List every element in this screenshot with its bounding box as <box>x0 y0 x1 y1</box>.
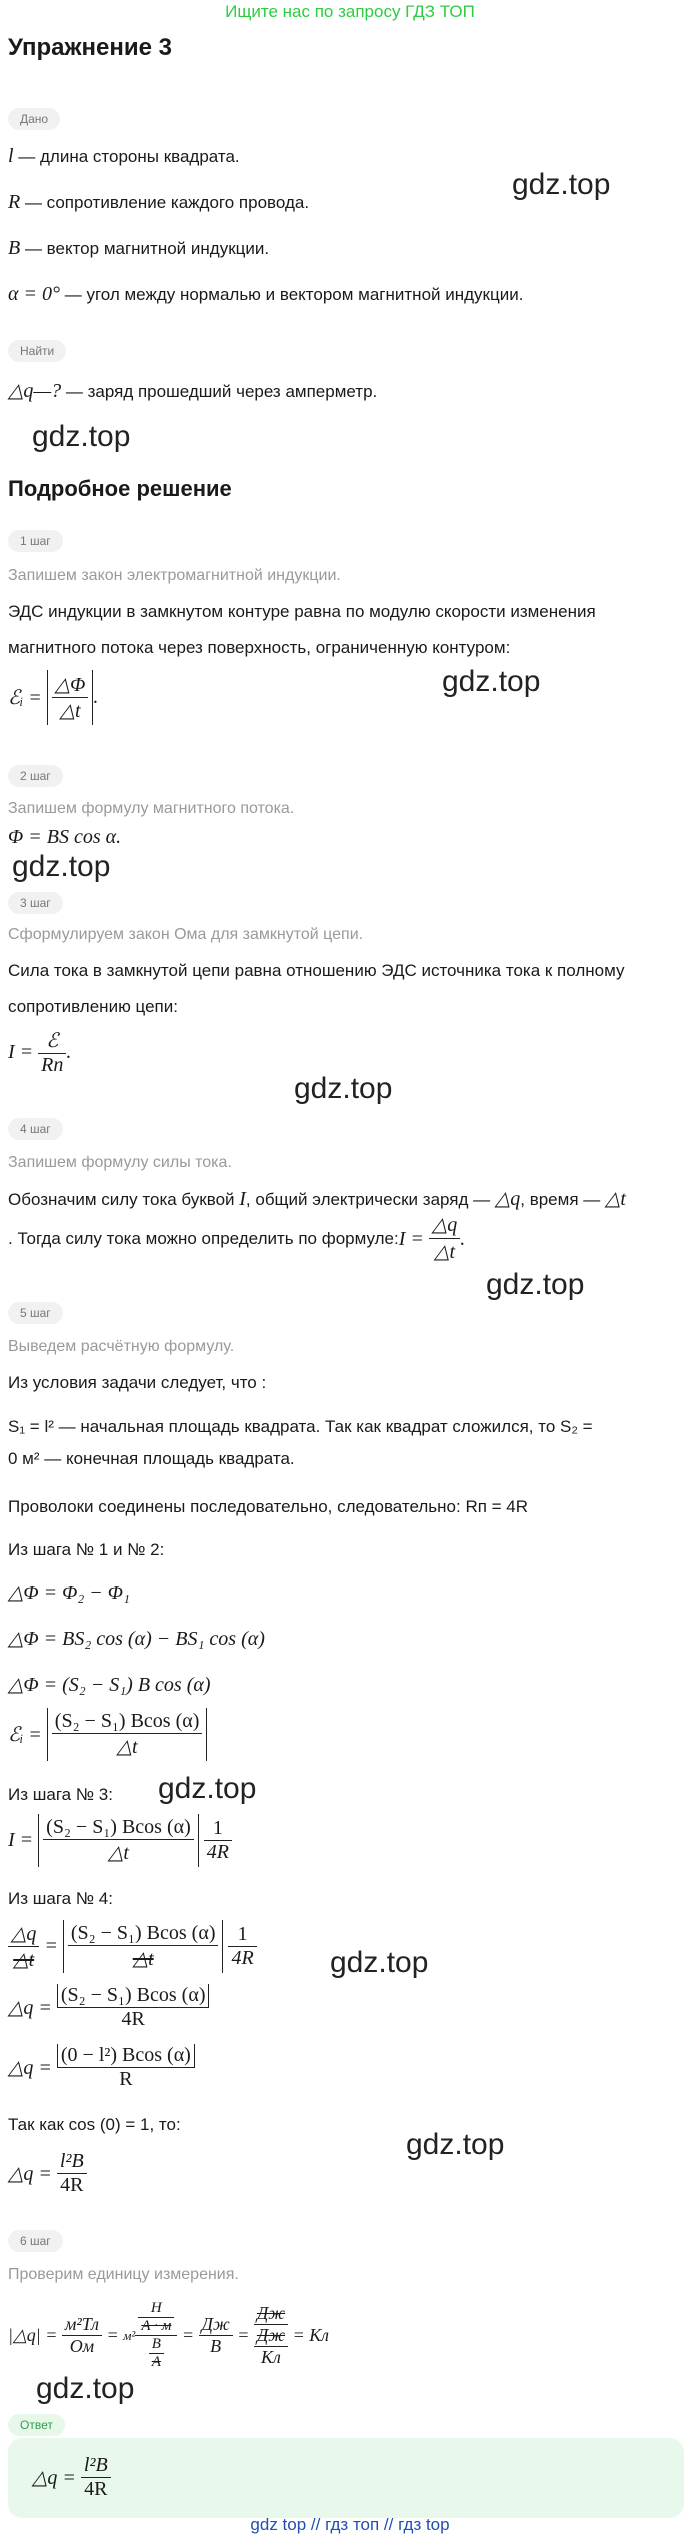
step-text: Из условия задачи следует, что : <box>8 1373 267 1392</box>
step-hint: Проверим единицу измерения. <box>8 2266 239 2283</box>
page-title: Упражнение 3 <box>8 34 172 61</box>
step-label: 5 шаг <box>8 1302 63 1324</box>
watermark: gdz.top <box>294 1072 393 1105</box>
step-hint: Сформулируем закон Ома для замкнутой цепи. <box>8 926 364 943</box>
step-label: 1 шаг <box>8 530 63 552</box>
step-label: 2 шаг <box>8 765 63 787</box>
step-text: Из шага № 4: <box>8 1889 113 1908</box>
find-item: △q—? — заряд прошедший через амперметр. <box>8 380 378 402</box>
answer-box <box>8 2438 684 2518</box>
find-label: Найти <box>8 340 66 362</box>
equation: △Φ = (S₂ − S₁) B cos (α) <box>8 1674 211 1696</box>
formula-flux: Φ = BS cos α. <box>8 826 122 848</box>
watermark: gdz.top <box>486 1268 585 1301</box>
answer-label: Ответ <box>8 2414 65 2436</box>
equation: ℰᵢ = $\frac{\text{(S₂ − S₁) Bcos (α)}}{\triangle t}$ <box>8 1708 207 1761</box>
step-text: Проволоки соединены последовательно, следовательно: Rп = 4R <box>8 1497 529 1516</box>
search-banner[interactable]: Ищите нас по запросу ГДЗ ТОП <box>225 2 475 21</box>
step-hint: Выведем расчётную формулу. <box>8 1338 235 1355</box>
equation: △q = $\frac{\text{(0 − l²) Bcos (α)}}{R}$ <box>8 2044 195 2091</box>
watermark: gdz.top <box>442 665 541 698</box>
step-hint: Запишем формулу силы тока. <box>8 1154 232 1171</box>
equation: △Φ = Φ₂ − Φ₁ <box>8 1582 130 1604</box>
step-text: сопротивлению цепи: <box>8 997 178 1016</box>
step-text: . Тогда силу тока можно определить по формуле: I = $\frac{\triangle q}{\triangle t}$ . <box>8 1214 466 1263</box>
step-text: Сила тока в замкнутой цепи равна отношению ЭДС источника тока к полному <box>8 961 625 980</box>
step-text: 0 м² — конечная площадь квадрата. <box>8 1449 295 1468</box>
step-label: 3 шаг <box>8 892 63 914</box>
step-label: 6 шаг <box>8 2230 63 2252</box>
watermark: gdz.top <box>32 420 131 453</box>
step-text: Так как cos (0) = 1, то: <box>8 2115 181 2134</box>
watermark: gdz.top <box>330 1946 429 1979</box>
equation: △q = $\frac{\text{l²B}}{4R}$ <box>8 2150 87 2197</box>
given-item: l — длина стороны квадрата. <box>8 145 240 167</box>
step-text: Обозначим силу тока буквой I, общий электрически заряд — △q, время — △t <box>8 1188 626 1210</box>
watermark: gdz.top <box>36 2372 135 2405</box>
step-label: 4 шаг <box>8 1118 63 1140</box>
step-text: магнитного потока через поверхность, ограниченную контуром: <box>8 638 511 657</box>
step-text: Из шага № 1 и № 2: <box>8 1540 165 1559</box>
equation: △q △t = $\frac{\text{(S₂ − S₁) Bcos (α)}}{\triangle t}$ 1 4R <box>8 1920 257 1973</box>
step-text: S₁ = l² — начальная площадь квадрата. Так как квадрат сложился, то S₂ = <box>8 1417 593 1436</box>
watermark: gdz.top <box>12 850 111 883</box>
step-text: ЭДС индукции в замкнутом контуре равна по модулю скорости изменения <box>8 602 596 621</box>
given-item: α = 0° — угол между нормалью и вектором магнитной индукции. <box>8 283 524 305</box>
given-label: Дано <box>8 108 60 130</box>
step-hint: Запишем закон электромагнитной индукции. <box>8 567 341 584</box>
formula-emf: ℰᵢ = $\frac{\triangle\Phi}{\triangle t}$ . <box>8 670 98 725</box>
given-item: B — вектор магнитной индукции. <box>8 237 270 259</box>
equation: △q = $\frac{\text{(S₂ − S₁) Bcos (α)}}{4R}$ <box>8 1984 209 2031</box>
solution-title: Подробное решение <box>8 476 232 501</box>
unit-check: |△q| = м²Тл Ом = м² Н А · м В А = Дж В = Дж Дж Кл = Кл <box>8 2300 330 2370</box>
step-hint: Запишем формулу магнитного потока. <box>8 800 295 817</box>
answer-formula: △q = $\frac{\text{l²B}}{4R}$ <box>32 2454 111 2501</box>
equation: △Φ = BS₂ cos (α) − BS₁ cos (α) <box>8 1628 265 1650</box>
equation: I = $\frac{\text{(S₂ − S₁) Bcos (α)}}{\triangle t}$ 1 4R <box>8 1814 232 1867</box>
step-text: Из шага № 3: <box>8 1785 113 1804</box>
watermark: gdz.top <box>158 1772 257 1805</box>
footer-links[interactable]: gdz top // гдз топ // гдз top <box>250 2515 450 2534</box>
watermark: gdz.top <box>406 2128 505 2161</box>
formula-ohm: I = ℰ Rп . <box>8 1030 72 1076</box>
watermark: gdz.top <box>512 168 611 201</box>
given-item: R — сопротивление каждого провода. <box>8 191 310 213</box>
